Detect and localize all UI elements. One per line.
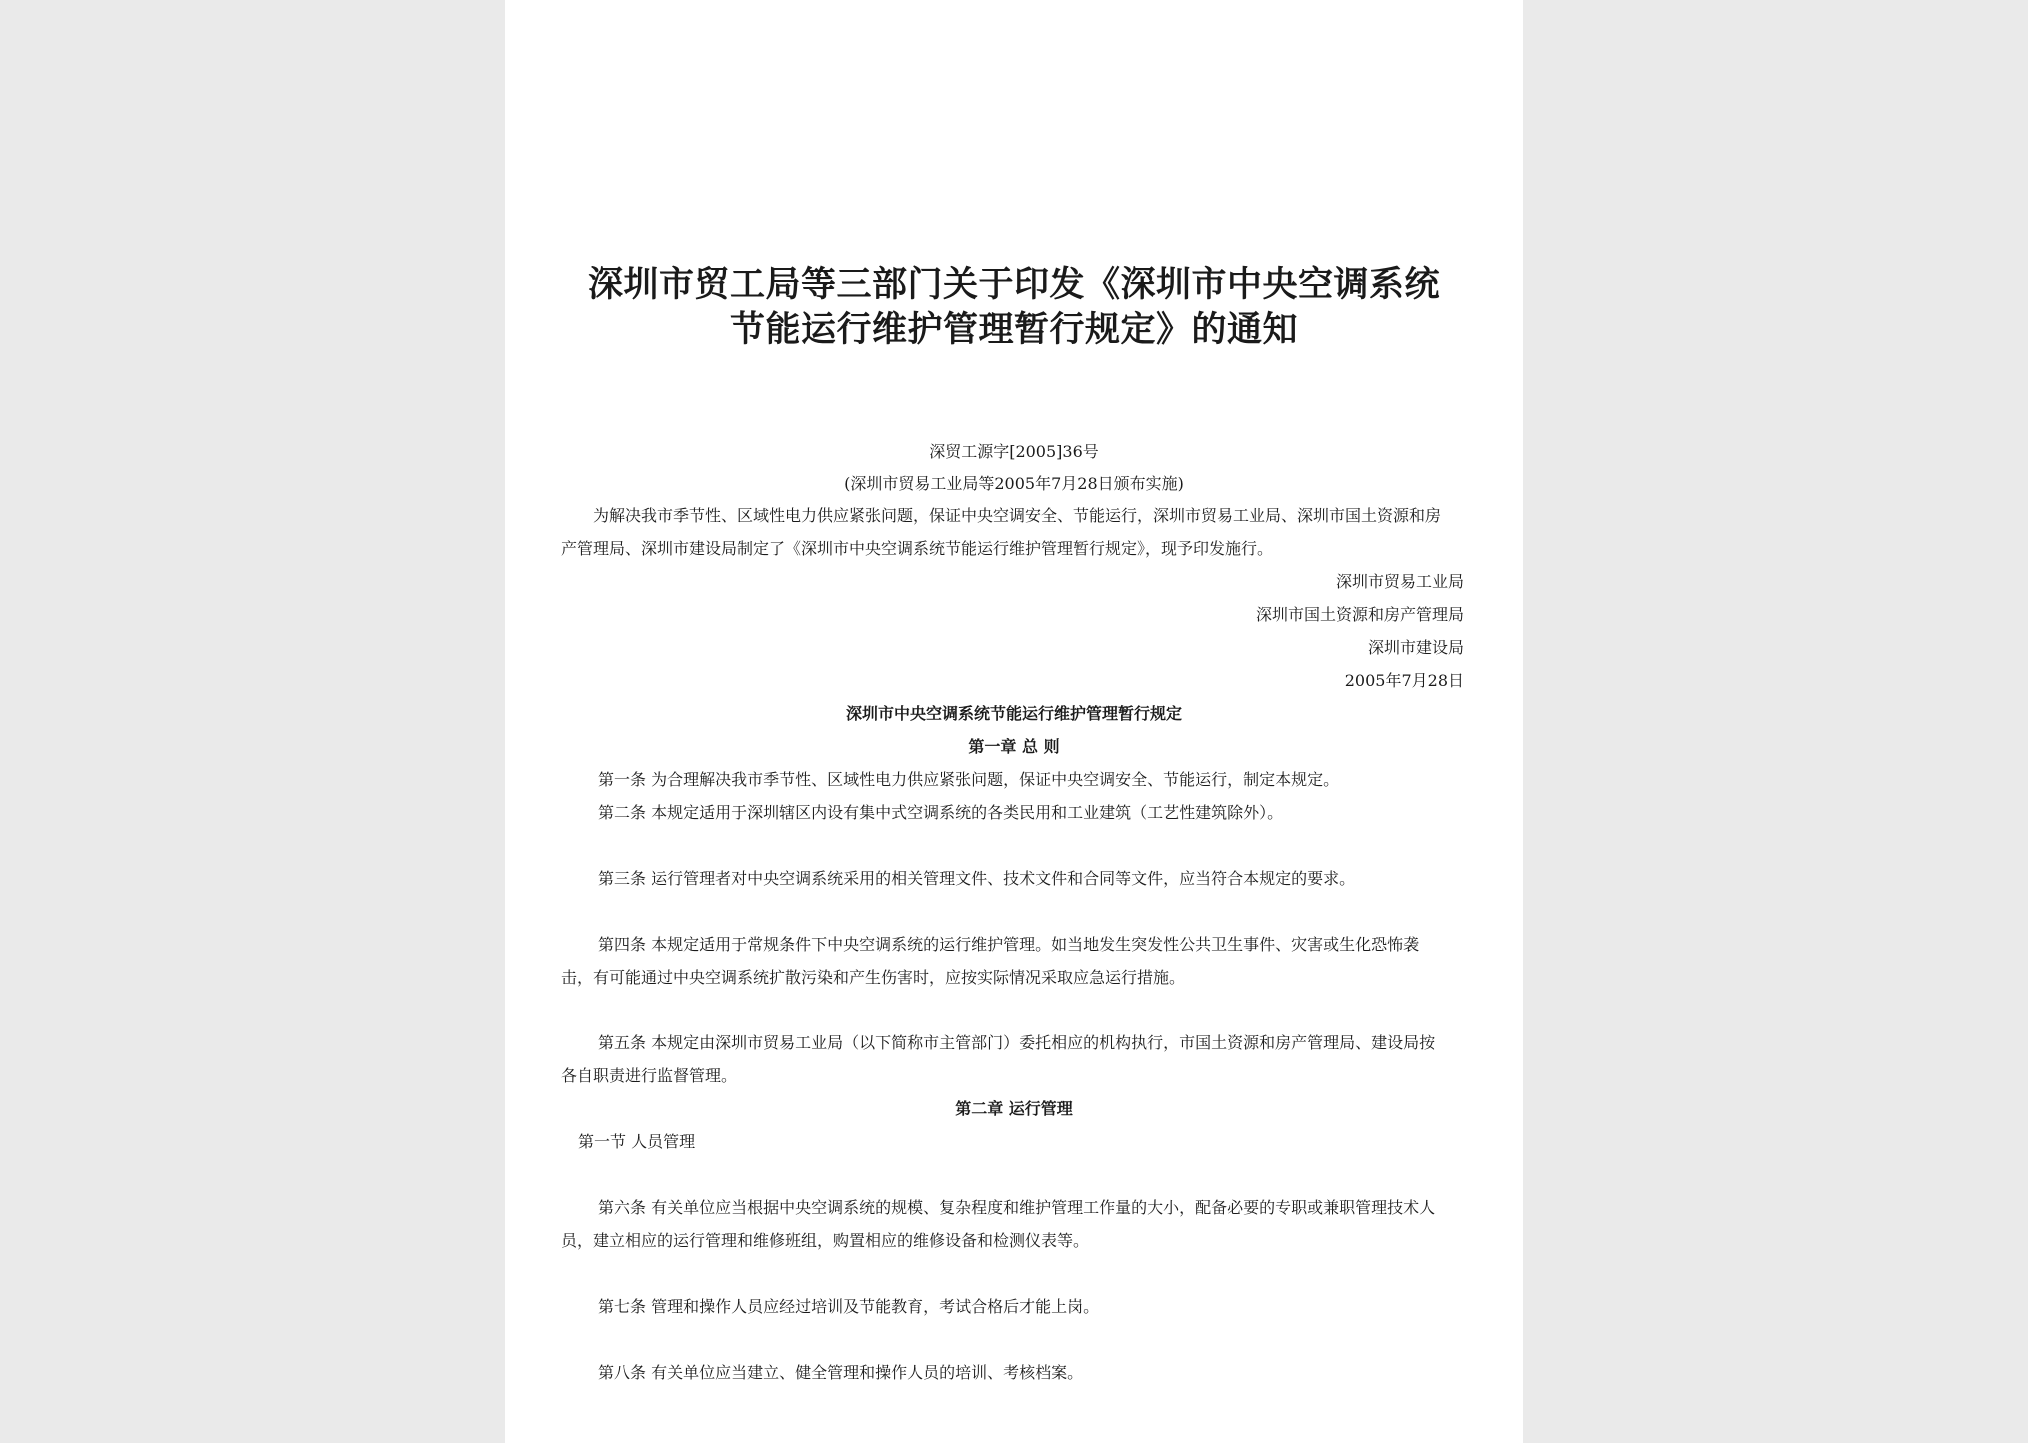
section-1-heading: 第一节 人员管理 (578, 1132, 696, 1151)
document-title-line-1: 深圳市贸工局等三部门关于印发《深圳市中央空调系统 (587, 264, 1440, 305)
signatory-trade-bureau: 深圳市贸易工业局 (1335, 572, 1464, 591)
article-2: 第二条 本规定适用于深圳辖区内设有集中式空调系统的各类民用和工业建筑（工艺性建筑除外）。 (598, 803, 1284, 822)
article-3: 第三条 运行管理者对中央空调系统采用的相关管理文件、技术文件和合同等文件，应当符合本规定的要求。 (598, 869, 1356, 888)
intro-paragraph-line-2: 产管理局、深圳市建设局制定了《深圳市中央空调系统节能运行维护管理暂行规定》，现予印发施行。 (561, 539, 1274, 558)
sign-date: 2005年7月28日 (1344, 671, 1464, 690)
document-page (505, 0, 1523, 1443)
intro-paragraph-line-1: 为解决我市季节性、区域性电力供应紧张问题，保证中央空调安全、节能运行，深圳市贸易工业局、深圳市国土资源和房 (593, 506, 1442, 525)
article-5-line-1: 第五条 本规定由深圳市贸易工业局（以下简称市主管部门）委托相应的机构执行，市国土资源和房产管理局、建设局按 (598, 1033, 1436, 1052)
document-number: 深贸工源字[2005]36号 (929, 442, 1099, 461)
article-5-line-2: 各自职责进行监督管理。 (561, 1066, 738, 1085)
article-8: 第八条 有关单位应当建立、健全管理和操作人员的培训、考核档案。 (598, 1363, 1084, 1382)
article-4-line-1: 第四条 本规定适用于常规条件下中央空调系统的运行维护管理。如当地发生突发性公共卫生事件、灾害或生化恐怖袭 (598, 935, 1420, 954)
document-title-line-2: 节能运行维护管理暂行规定》的通知 (729, 309, 1298, 350)
article-7: 第七条 管理和操作人员应经过培训及节能教育，考试合格后才能上岗。 (598, 1297, 1100, 1316)
issue-note: (深圳市贸易工业局等2005年7月28日颁布实施) (844, 474, 1184, 493)
chapter-2-heading: 第二章 运行管理 (955, 1099, 1073, 1118)
article-4-line-2: 击，有可能通过中央空调系统扩散污染和产生伤害时，应按实际情况采取应急运行措施。 (561, 968, 1186, 987)
article-6-line-1: 第六条 有关单位应当根据中央空调系统的规模、复杂程度和维护管理工作量的大小，配备必要的专职或兼职管理技术人 (598, 1198, 1436, 1217)
signatory-construction-bureau: 深圳市建设局 (1367, 638, 1464, 657)
signatory-land-bureau: 深圳市国土资源和房产管理局 (1255, 605, 1464, 624)
article-6-line-2: 员，建立相应的运行管理和维修班组，购置相应的维修设备和检测仪表等。 (561, 1231, 1090, 1250)
regulation-title: 深圳市中央空调系统节能运行维护管理暂行规定 (845, 704, 1182, 723)
chapter-1-heading: 第一章 总 则 (968, 737, 1060, 756)
article-1: 第一条 为合理解决我市季节性、区域性电力供应紧张问题，保证中央空调安全、节能运行，制定本规定。 (598, 770, 1340, 789)
